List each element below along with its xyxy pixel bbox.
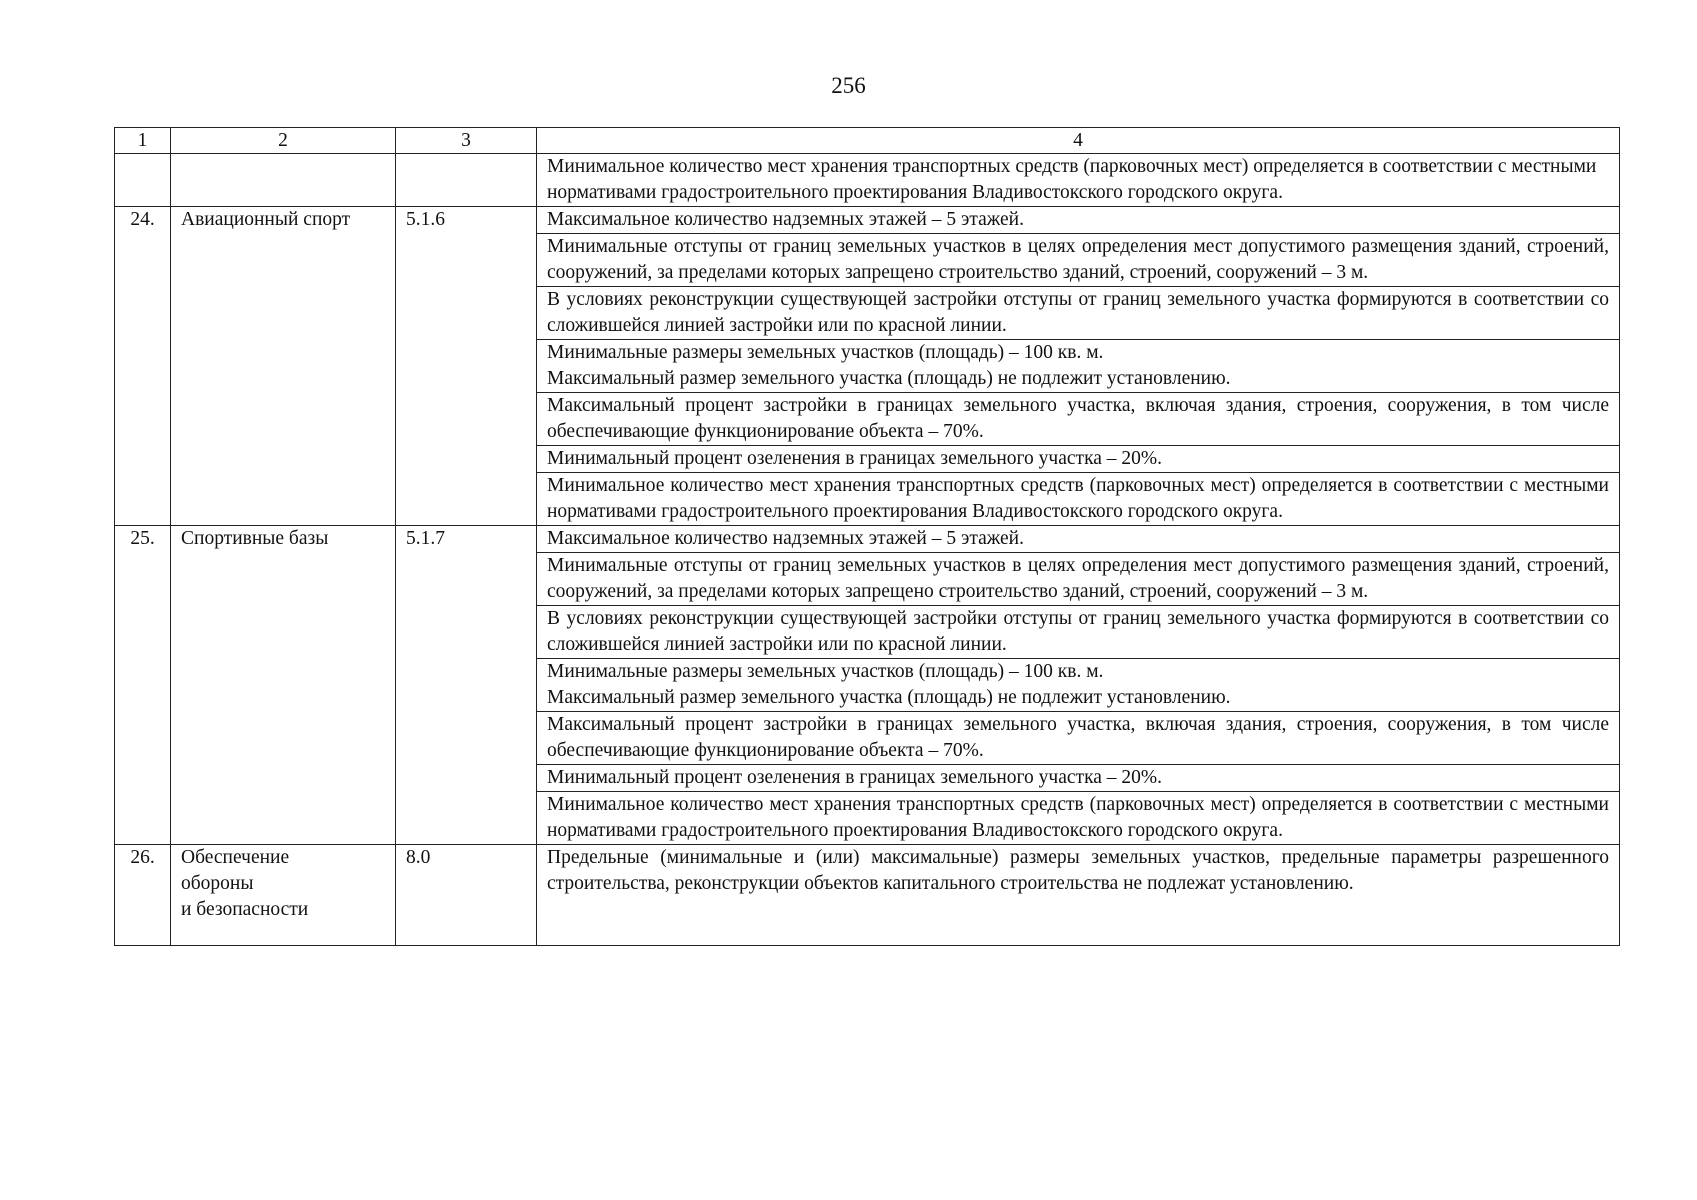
parameter-text: Минимальное количество мест хранения транспортных средств (парковочных мест) определяется в соответствии с местными нормативами градостроительного проектирования Владивостокского городского округа. bbox=[537, 154, 1620, 207]
parameter-line: Предельные (минимальные и (или) максимальные) размеры земельных участков, предельные параметры разрешенного строительства, реконструкции объектов капитального строительства не подлежат установлению. bbox=[547, 847, 1609, 894]
table-row bbox=[115, 207, 1620, 234]
parameter-text bbox=[537, 659, 1620, 712]
table-row bbox=[115, 845, 1620, 946]
parameter-text bbox=[537, 712, 1620, 765]
row-number: 25. bbox=[115, 526, 171, 845]
empty-cell bbox=[115, 154, 171, 207]
table-header-row bbox=[115, 128, 1620, 154]
parameter-line: Минимальный процент озеленения в границах земельного участка – 20%. bbox=[547, 767, 1163, 788]
empty-cell bbox=[396, 154, 537, 207]
parameter-line: Минимальное количество мест хранения транспортных средств (парковочных мест) определяется в соответствии с местными нормативами градостроительного проектирования Владивостокского городского округа. bbox=[547, 794, 1609, 841]
parameter-line: Максимальный процент застройки в границах земельного участка, включая здания, строения, сооружения, в том числе обеспечивающие функционирование объекта – 70%. bbox=[547, 714, 1609, 761]
parameter-line: Максимальное количество надземных этажей – 5 этажей. bbox=[547, 209, 1024, 230]
header-col-2: 2 bbox=[171, 128, 396, 154]
continuation-row bbox=[115, 154, 1620, 207]
parameter-text bbox=[537, 845, 1620, 946]
parameter-text bbox=[537, 765, 1620, 792]
parameter-line: Максимальный процент застройки в границах земельного участка, включая здания, строения, сооружения, в том числе обеспечивающие функционирование объекта – 70%. bbox=[547, 395, 1609, 442]
parameter-line: Максимальное количество надземных этажей – 5 этажей. bbox=[547, 528, 1024, 549]
regulations-table bbox=[114, 127, 1620, 946]
use-type-name: Спортивные базы bbox=[171, 526, 396, 845]
parameter-line: Минимальные отступы от границ земельных участков в целях определения мест допустимого размещения зданий, строений, сооружений, за пределами которых запрещено строительство зданий, строений, сооружений – 3 м. bbox=[547, 236, 1609, 283]
parameter-line: Минимальное количество мест хранения транспортных средств (парковочных мест) определяется в соответствии с местными нормативами градостроительного проектирования Владивостокского городского округа. bbox=[547, 475, 1609, 522]
header-col-4: 4 bbox=[537, 128, 1620, 154]
parameter-text bbox=[537, 287, 1620, 340]
use-type-code: 8.0 bbox=[396, 845, 537, 946]
row-number: 26. bbox=[115, 845, 171, 946]
header-col-1: 1 bbox=[115, 128, 171, 154]
use-type-name: Авиационный спорт bbox=[171, 207, 396, 526]
parameter-text bbox=[537, 792, 1620, 845]
parameter-text bbox=[537, 340, 1620, 393]
parameter-text bbox=[537, 526, 1620, 553]
use-type-code: 5.1.7 bbox=[396, 526, 537, 845]
parameter-line: Максимальный размер земельного участка (площадь) не подлежит установлению. bbox=[547, 687, 1231, 708]
header-col-3: 3 bbox=[396, 128, 537, 154]
parameter-text bbox=[537, 473, 1620, 526]
use-type-name-line: обороны bbox=[181, 873, 254, 894]
use-type-name bbox=[171, 845, 396, 946]
parameter-line: Максимальный размер земельного участка (площадь) не подлежит установлению. bbox=[547, 368, 1231, 389]
parameter-line: В условиях реконструкции существующей застройки отступы от границ земельного участка формируются в соответствии со сложившейся линией застройки или по красной линии. bbox=[547, 289, 1609, 336]
parameter-line: Минимальные размеры земельных участков (площадь) – 100 кв. м. bbox=[547, 661, 1104, 682]
parameter-text bbox=[537, 234, 1620, 287]
parameter-text bbox=[537, 393, 1620, 446]
parameter-line: Минимальные размеры земельных участков (площадь) – 100 кв. м. bbox=[547, 342, 1104, 363]
use-type-name-line: и безопасности bbox=[181, 899, 309, 920]
use-type-name-line: Обеспечение bbox=[181, 847, 290, 868]
page-number: 256 bbox=[831, 73, 866, 98]
parameter-line: Минимальные отступы от границ земельных участков в целях определения мест допустимого размещения зданий, строений, сооружений, за пределами которых запрещено строительство зданий, строений, сооружений – 3 м. bbox=[547, 555, 1609, 602]
use-type-code: 5.1.6 bbox=[396, 207, 537, 526]
parameter-line: В условиях реконструкции существующей застройки отступы от границ земельного участка формируются в соответствии со сложившейся линией застройки или по красной линии. bbox=[547, 608, 1609, 655]
parameter-text bbox=[537, 446, 1620, 473]
parameter-text bbox=[537, 606, 1620, 659]
parameter-text bbox=[537, 207, 1620, 234]
row-number: 24. bbox=[115, 207, 171, 526]
parameter-text bbox=[537, 553, 1620, 606]
empty-cell bbox=[171, 154, 396, 207]
table-row bbox=[115, 526, 1620, 553]
parameter-line: Минимальный процент озеленения в границах земельного участка – 20%. bbox=[547, 448, 1163, 469]
